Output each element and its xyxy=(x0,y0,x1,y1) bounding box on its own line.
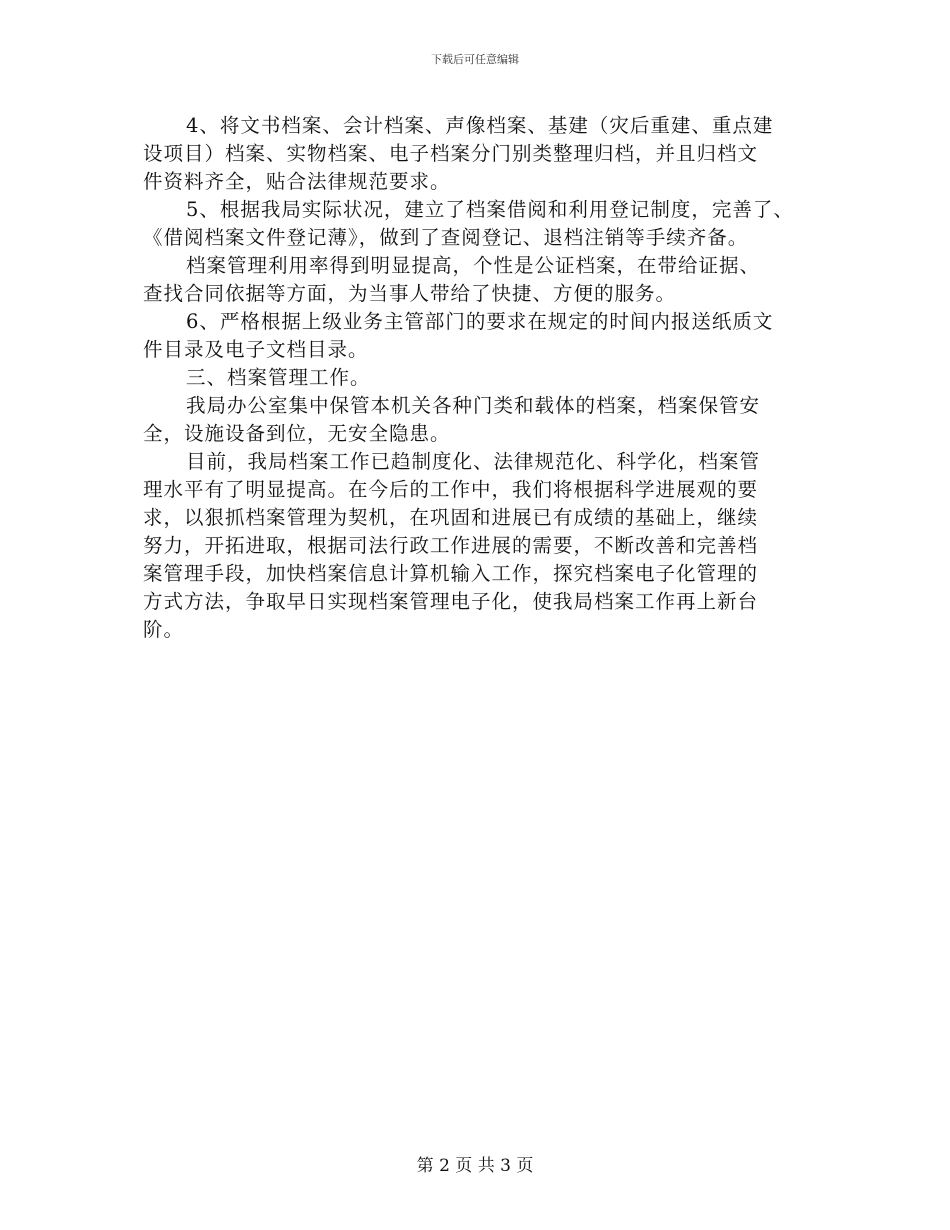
paragraph-line: 理水平有了明显提高。在今后的工作中，我们将根据科学进展观的要 xyxy=(143,478,759,501)
paragraph-line: 案管理手段，加快档案信息计算机输入工作，探究档案电子化管理的 xyxy=(143,562,759,585)
document-body xyxy=(143,112,823,644)
paragraph-line: 5、根据我局实际状况，建立了档案借阅和利用登记制度，完善了、 xyxy=(186,198,794,221)
paragraph-line: 目前，我局档案工作已趋制度化、法律规范化、科学化，档案管 xyxy=(186,450,761,473)
page-header: 下载后可任意编辑 xyxy=(431,53,519,66)
paragraph-line: 《借阅档案文件登记薄》，做到了查阅登记、退档注销等手续齐备。 xyxy=(143,226,749,249)
paragraph-line: 我局办公室集中保管本机关各种门类和载体的档案，档案保管安 xyxy=(186,394,761,417)
paragraph-line: 4、将文书档案、会计档案、声像档案、基建（灾后重建、重点建 xyxy=(186,114,774,137)
paragraph-line: 求，以狠抓档案管理为契机，在巩固和进展已有成绩的基础上，继续 xyxy=(143,506,759,529)
page-number: 第 2 页 共 3 页 xyxy=(416,1156,534,1176)
paragraph-line: 全，设施设备到位，无安全隐患。 xyxy=(143,422,451,445)
paragraph-line: 设项目）档案、实物档案、电子档案分门别类整理归档，并且归档文 xyxy=(143,142,759,165)
section-heading: 三、档案管理工作。 xyxy=(186,366,371,389)
paragraph-line: 努力，开拓进取，根据司法行政工作进展的需要，不断改善和完善档 xyxy=(143,534,759,557)
paragraph-line: 件资料齐全，贴合法律规范要求。 xyxy=(143,170,451,193)
paragraph-line: 档案管理利用率得到明显提高，个性是公证档案，在带给证据、 xyxy=(186,254,761,277)
paragraph-line: 件目录及电子文档目录。 xyxy=(143,338,369,361)
paragraph-line: 阶。 xyxy=(143,618,185,641)
paragraph-line: 查找合同依据等方面，为当事人带给了快捷、方便的服务。 xyxy=(143,282,677,305)
paragraph-line: 方式方法，争取早日实现档案管理电子化，使我局档案工作再上新台 xyxy=(143,590,759,613)
paragraph-line: 6、严格根据上级业务主管部门的要求在规定的时间内报送纸质文 xyxy=(186,310,774,333)
